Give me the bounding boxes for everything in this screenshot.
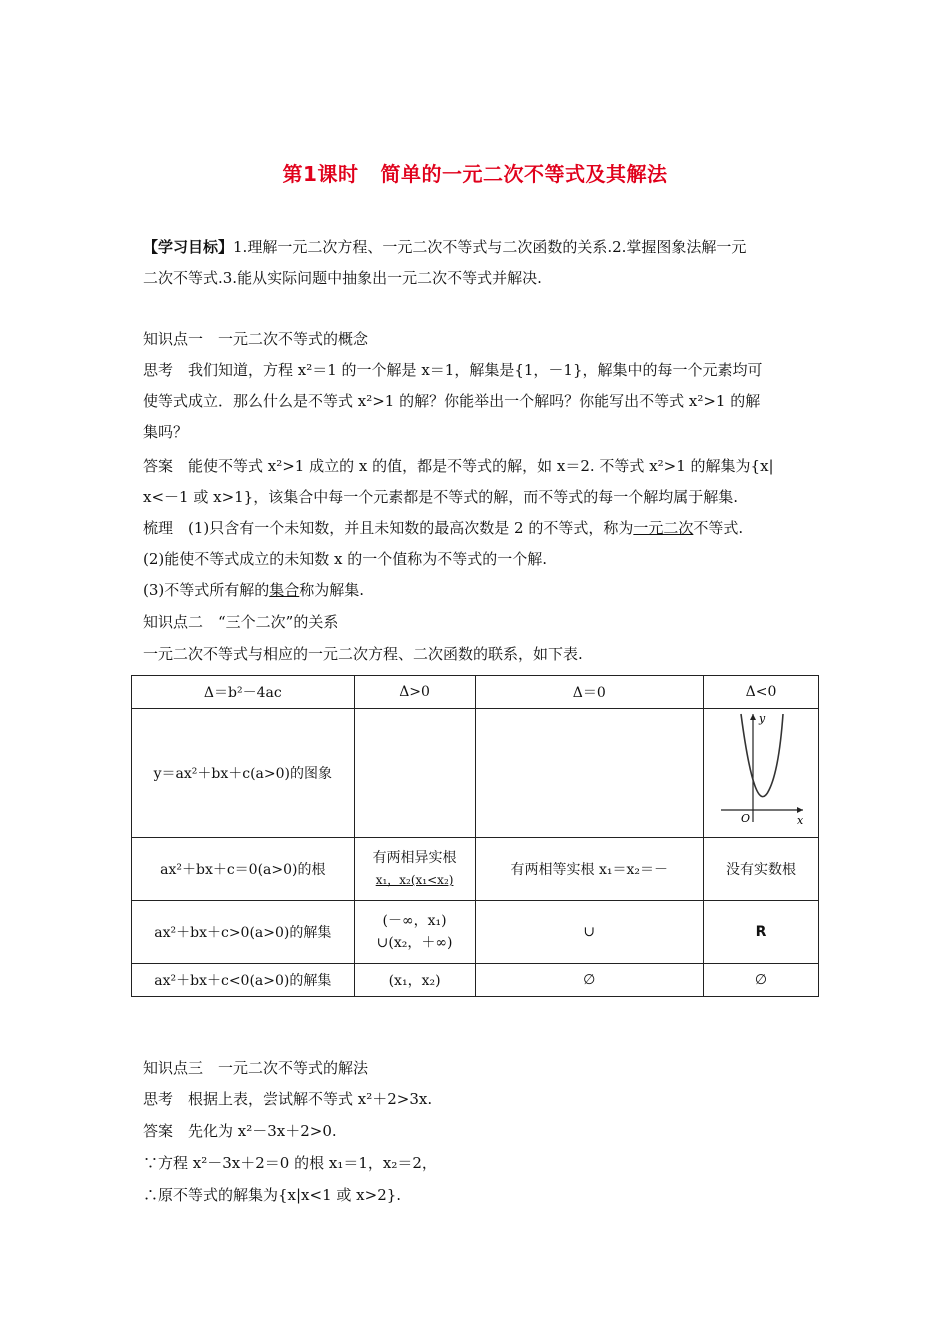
table-row-greater bbox=[132, 901, 819, 964]
k1-think-3: 集吗？ bbox=[143, 423, 189, 441]
title-topic: 简单的一元二次不等式及其解法 bbox=[380, 162, 668, 186]
section-heading-2: 知识点二 “三个二次”的关系 bbox=[143, 613, 339, 631]
graph-cell-zero bbox=[475, 709, 704, 838]
y-axis-arrow bbox=[750, 714, 756, 720]
gt-cell-zero: ∪ bbox=[475, 901, 704, 964]
k3-because: ∵方程 x²－3x＋2＝0 的根 x₁＝1，x₂＝2， bbox=[143, 1154, 437, 1172]
root-positive-line-1: 有两相异实根 bbox=[372, 850, 457, 866]
parabola-graph bbox=[713, 710, 809, 832]
table-row-roots bbox=[132, 838, 819, 901]
k1-think-1: 思考 我们知道，方程 x²＝1 的一个解是 x＝1，解集是{1，－1}，解集中的每一个元素均可 bbox=[143, 361, 763, 379]
lt-cell-negative: ∅ bbox=[704, 964, 819, 997]
gt-cell-negative: R bbox=[704, 901, 819, 964]
root-positive-line-2: x₁，x₂(x₁<x₂) bbox=[375, 873, 454, 887]
objectives-label: 【学习目标】 bbox=[143, 238, 234, 256]
row-gt-label: ax²＋bx＋c>0(a>0)的解集 bbox=[132, 901, 355, 964]
k1-sort-3-pre: (3)不等式所有解的 bbox=[143, 581, 270, 599]
k1-sort-2: (2)能使不等式成立的未知数 x 的一个值称为不等式的一个解. bbox=[143, 550, 548, 568]
k3-answer: 答案 先化为 x²－3x＋2>0. bbox=[143, 1122, 337, 1140]
root-cell-negative: 没有实数根 bbox=[704, 838, 819, 901]
table-header-row bbox=[132, 676, 819, 709]
gt-positive-line-2: ∪(x₂，＋∞) bbox=[376, 935, 453, 951]
origin-label: O bbox=[741, 812, 751, 825]
parabola-curve bbox=[741, 714, 783, 797]
table-row-less bbox=[132, 964, 819, 997]
header-negative: Δ<0 bbox=[704, 676, 819, 709]
k1-answer-2: x<－1 或 x>1}，该集合中每一个元素都是不等式的解，而不等式的每一个解均属于解集. bbox=[143, 488, 738, 506]
page-title bbox=[0, 158, 950, 187]
header-positive: Δ>0 bbox=[354, 676, 475, 709]
x-axis-label: x bbox=[797, 814, 804, 827]
objectives-line-1 bbox=[143, 237, 823, 257]
k1-sort-1 bbox=[143, 518, 823, 538]
title-lesson: 第1课时 bbox=[282, 162, 359, 186]
k1-sort-3-blank: 集合 bbox=[269, 581, 300, 599]
k2-intro: 一元二次不等式与相应的一元二次方程、二次函数的联系，如下表. bbox=[143, 645, 583, 663]
k1-answer-1: 答案 能使不等式 x²>1 成立的 x 的值，都是不等式的解，如 x＝2. 不等式 x²>1 的解集为{x| bbox=[143, 457, 774, 475]
lt-cell-positive: (x₁，x₂) bbox=[354, 964, 475, 997]
row-graph-label: y＝ax²＋bx＋c(a>0)的图象 bbox=[132, 709, 355, 838]
k1-sort-1-post: 不等式. bbox=[693, 519, 744, 537]
section-heading-3: 知识点三 一元二次不等式的解法 bbox=[143, 1059, 369, 1077]
objectives-line-2: 二次不等式.3.能从实际问题中抽象出一元二次不等式并解决. bbox=[143, 269, 542, 287]
lt-cell-zero: ∅ bbox=[475, 964, 704, 997]
objectives-text-1: 1.理解一元二次方程、一元二次不等式与二次函数的关系.2.掌握图象法解一元 bbox=[233, 238, 747, 256]
k1-sort-1-blank: 一元二次 bbox=[633, 519, 694, 537]
k1-think-2: 使等式成立．那么什么是不等式 x²>1 的解？你能举出一个解吗？你能写出不等式 x²>1 的解 bbox=[143, 392, 761, 410]
header-discriminant: Δ＝b²－4ac bbox=[132, 676, 355, 709]
header-zero: Δ＝0 bbox=[475, 676, 704, 709]
k1-sort-3 bbox=[143, 580, 823, 600]
k1-sort-1-pre: 梳理 (1)只含有一个未知数，并且未知数的最高次数是 2 的不等式，称为 bbox=[143, 519, 634, 537]
gt-positive-line-1: (－∞，x₁) bbox=[382, 913, 447, 929]
x-axis-arrow bbox=[797, 807, 803, 813]
table-row-graph bbox=[132, 709, 819, 838]
k3-therefore: ∴原不等式的解集为{x|x<1 或 x>2}. bbox=[143, 1186, 402, 1204]
y-axis-label: y bbox=[759, 712, 766, 725]
root-cell-positive bbox=[354, 838, 475, 901]
root-cell-zero: 有两相等实根 x₁＝x₂＝－ bbox=[475, 838, 704, 901]
gt-cell-positive bbox=[354, 901, 475, 964]
row-lt-label: ax²＋bx＋c<0(a>0)的解集 bbox=[132, 964, 355, 997]
row-root-label: ax²＋bx＋c＝0(a>0)的根 bbox=[132, 838, 355, 901]
graph-cell-negative bbox=[704, 709, 819, 838]
three-quadratics-table bbox=[131, 675, 819, 997]
k1-sort-3-post: 称为解集. bbox=[299, 581, 365, 599]
k3-think: 思考 根据上表，尝试解不等式 x²＋2>3x. bbox=[143, 1090, 433, 1108]
graph-cell-positive bbox=[354, 709, 475, 838]
section-heading-1: 知识点一 一元二次不等式的概念 bbox=[143, 330, 369, 348]
